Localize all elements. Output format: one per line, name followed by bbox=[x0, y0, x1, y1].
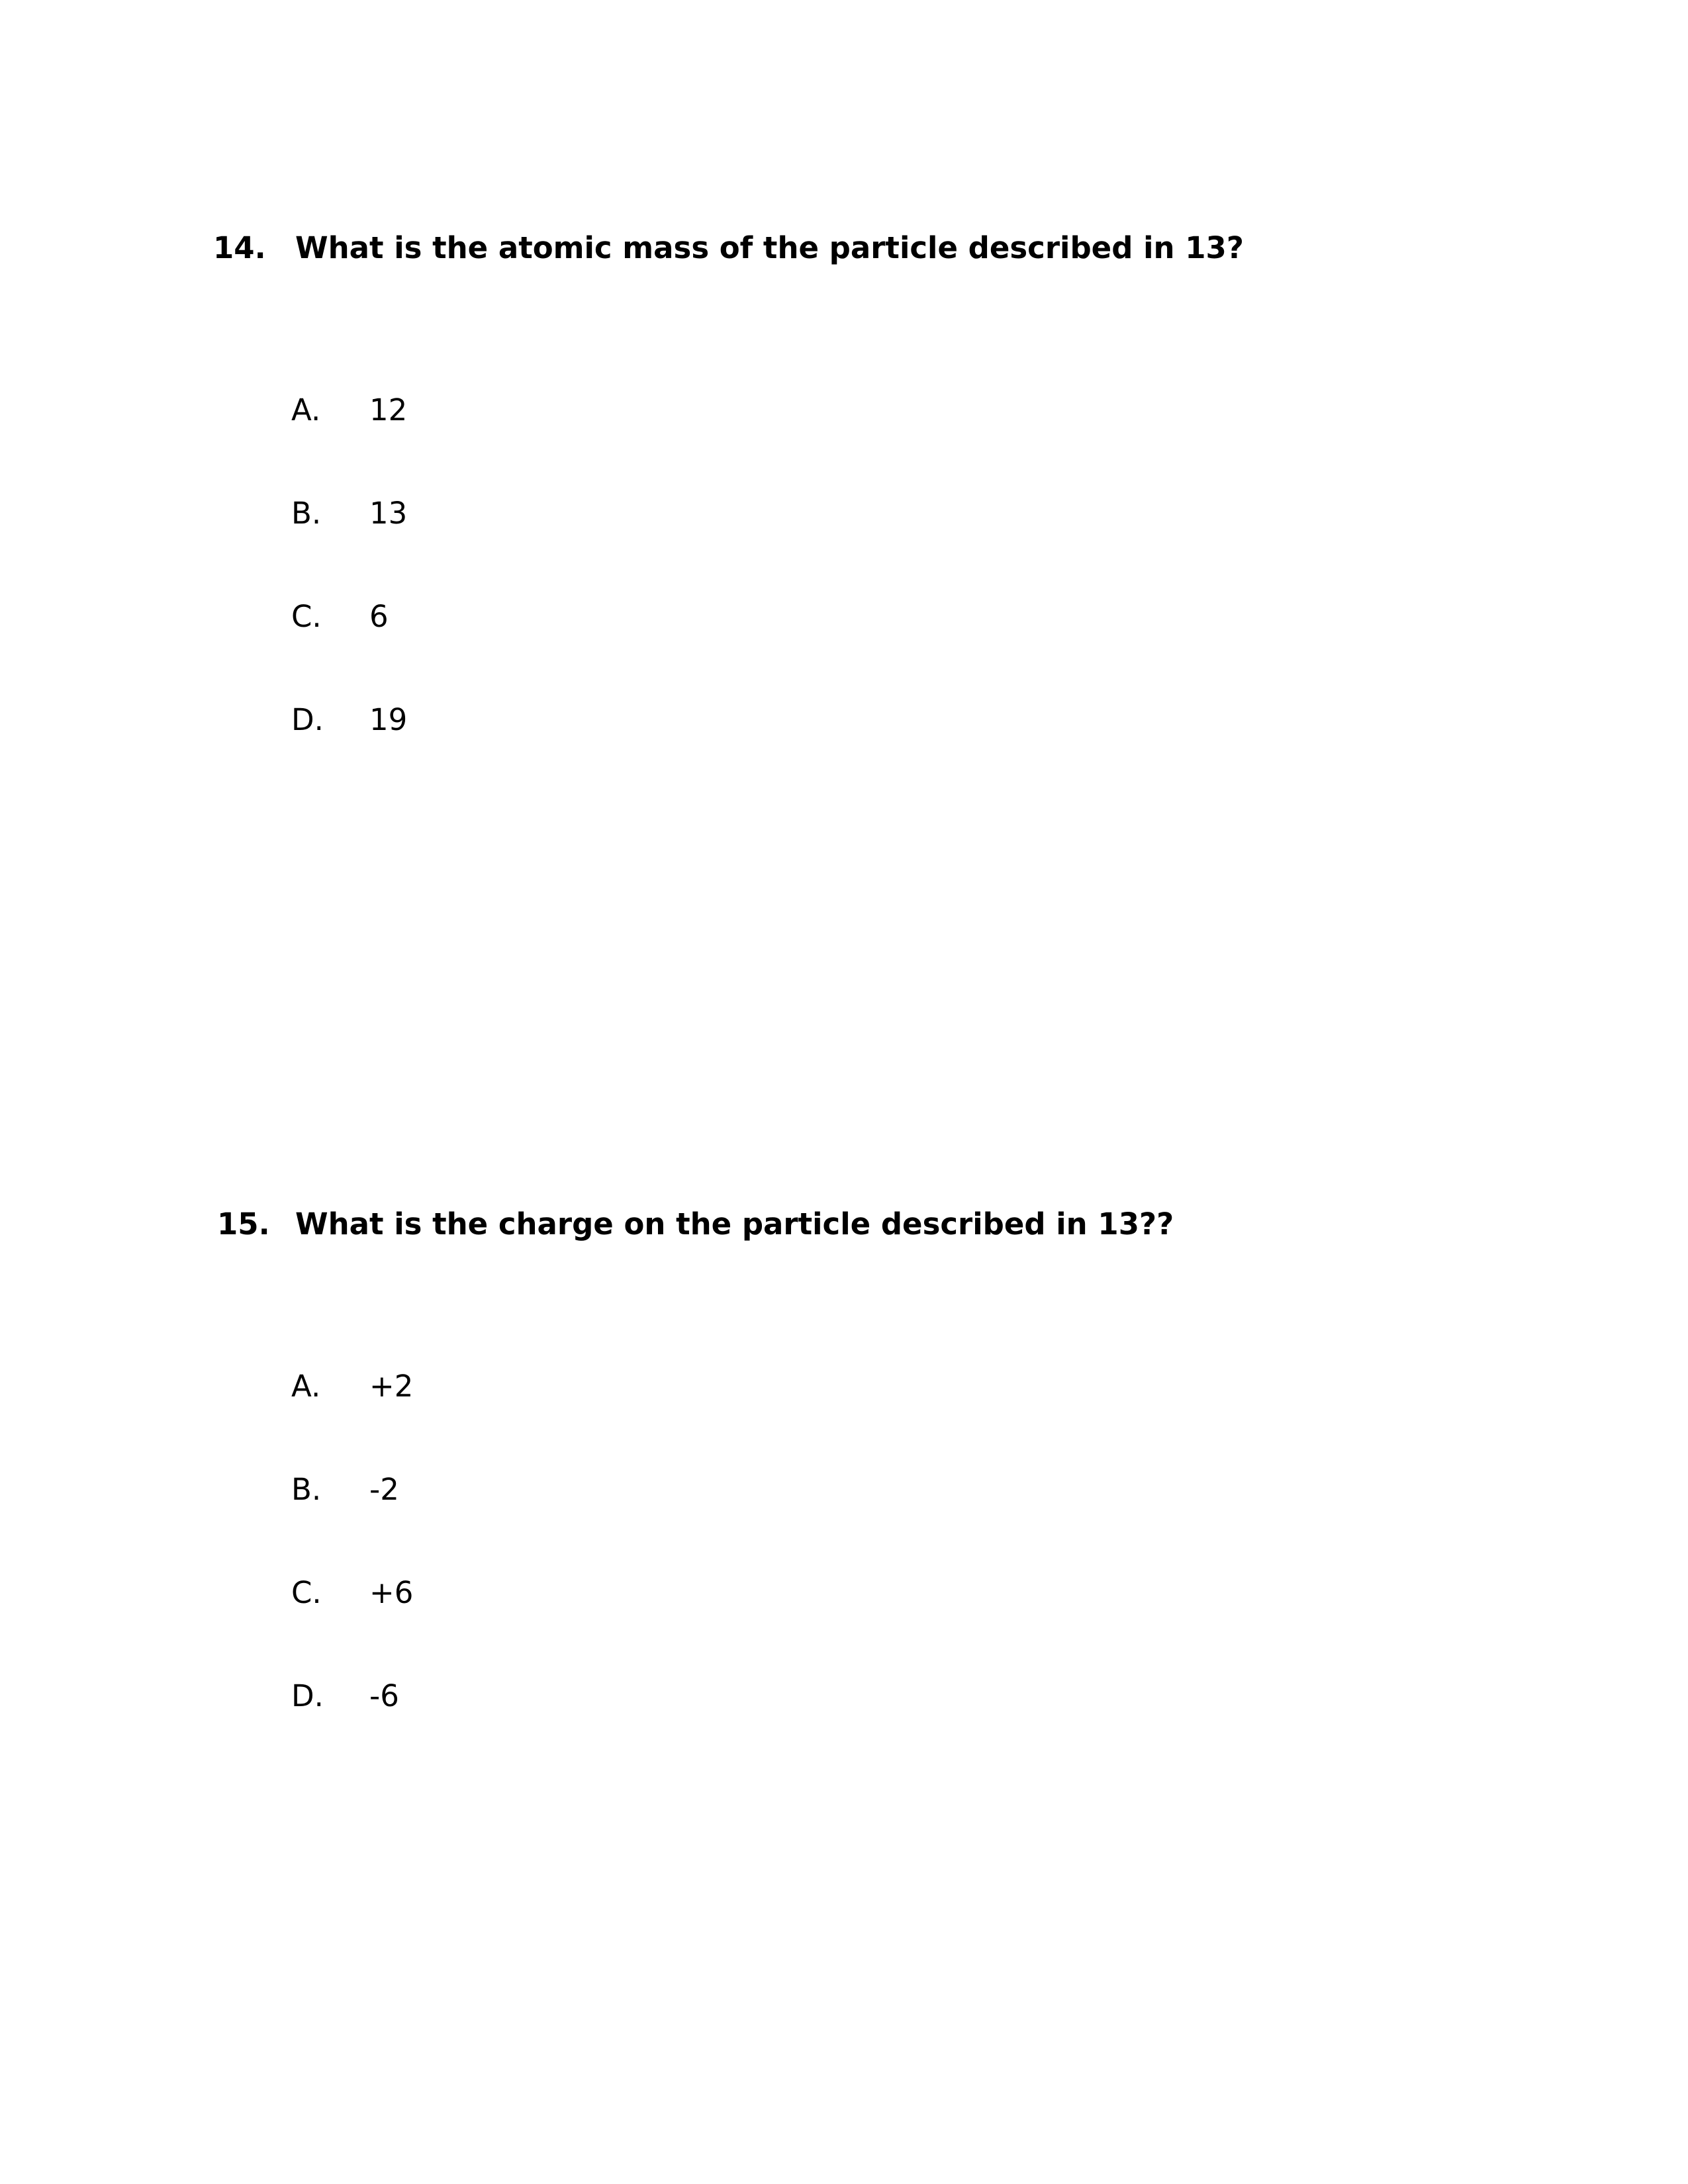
option-value-d: 19 bbox=[369, 702, 408, 737]
option-value-d: -6 bbox=[369, 1678, 399, 1713]
option-letter-d: D. bbox=[291, 702, 324, 737]
question-number: 15. bbox=[217, 1206, 270, 1242]
option-value-c: +6 bbox=[369, 1575, 414, 1610]
question-text: What is the charge on the particle described in 13?? bbox=[295, 1206, 1174, 1242]
option-letter-c: C. bbox=[291, 599, 322, 634]
option-letter-a: A. bbox=[291, 392, 321, 428]
option-letter-d: D. bbox=[291, 1678, 324, 1713]
option-value-c: 6 bbox=[369, 599, 389, 634]
option-letter-a: A. bbox=[291, 1369, 321, 1404]
option-value-b: -2 bbox=[369, 1472, 399, 1507]
option-letter-b: B. bbox=[291, 1472, 322, 1507]
question-text: What is the atomic mass of the particle described in 13? bbox=[295, 230, 1244, 265]
option-value-a: +2 bbox=[369, 1369, 414, 1404]
question-number: 14. bbox=[213, 230, 266, 265]
option-letter-b: B. bbox=[291, 496, 322, 531]
option-value-a: 12 bbox=[369, 392, 408, 428]
option-letter-c: C. bbox=[291, 1575, 322, 1610]
option-value-b: 13 bbox=[369, 496, 408, 531]
